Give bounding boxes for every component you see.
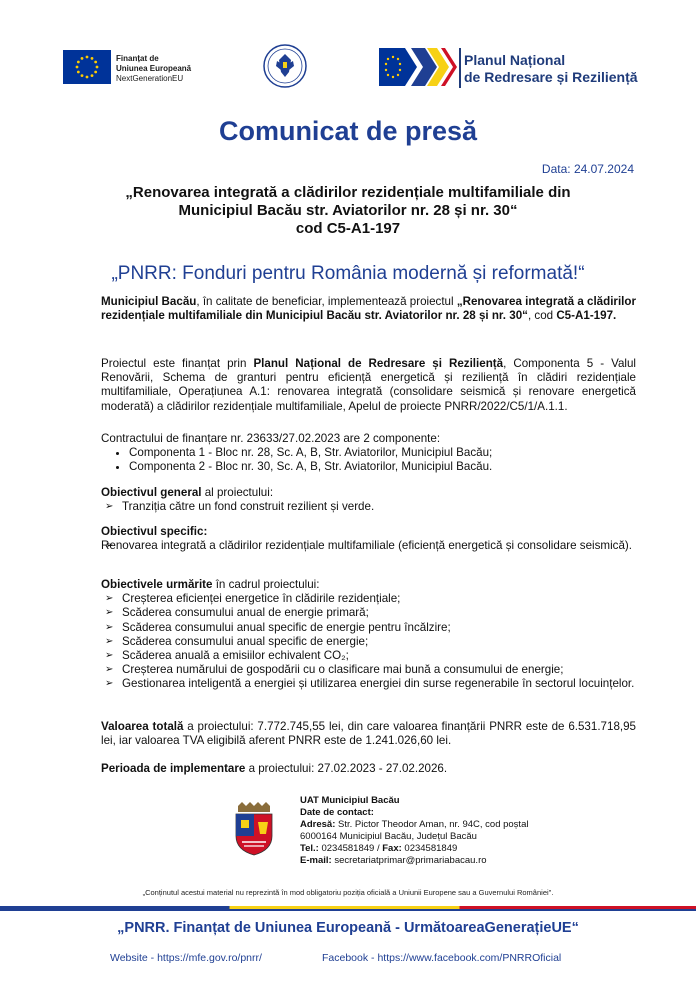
disclaimer: „Conținutul acestui material nu reprezintă în mod obligatoriu poziția oficială a Uniunii Europene sau a Guvernului României". xyxy=(142,888,554,897)
general-objective-rest: al proiectului: xyxy=(201,486,274,499)
p2-text2: , Componenta 5 - Valul Renovării, Schema de granturi pentru eficiență energetică și reziliență în clădiri rezidențiale multifamiliale, Operațiunea A.1: renovarea integrată (consolidare seismică și renovare energetică moderată) a clădirilor rezidențiale multifamiliale, Apelul de proiecte PNRR/2022/C5/1/A.1.1. xyxy=(101,357,636,413)
email-label: E-mail: xyxy=(300,855,332,866)
pnrr-logo-text xyxy=(464,52,638,86)
footer-slogan: „PNRR. Finanțat de Uniunea Europeană - UrmătoareaGenerațieUE“ xyxy=(117,920,579,936)
bacau-coat-of-arms-icon xyxy=(232,800,276,856)
pnrr-slogan: „PNRR: Fonduri pentru România modernă și reformată!“ xyxy=(111,263,585,284)
pnrr-name: Planul Național de Redresare și Reziliență xyxy=(253,357,504,370)
eu-star xyxy=(94,71,97,74)
list-item: ➢ Tranziția către un fond construit rezilient și verde. xyxy=(101,500,636,514)
targets-rest: în cadrul proiectului: xyxy=(212,578,320,591)
eu-star xyxy=(96,66,99,69)
eu-star xyxy=(86,76,89,79)
eu-star xyxy=(91,74,94,77)
period-rest: a proiectului: 27.02.2023 - 27.02.2026. xyxy=(245,762,448,775)
contract-intro: Contractului de finanțare nr. 23633/27.02.2023 are 2 componente: xyxy=(101,432,441,445)
project-title-line2: Municipiul Bacău str. Aviatorilor nr. 28 și nr. 30“ xyxy=(178,202,518,219)
fax-label: Fax: xyxy=(382,843,402,854)
eu-funding-text xyxy=(116,54,191,84)
p2-text1: Proiectul este finanțat prin xyxy=(101,357,254,370)
contact-fax: 0234581849 xyxy=(401,843,458,854)
period-heading: Perioada de implementare xyxy=(101,762,246,775)
eu-star xyxy=(86,56,89,59)
eu-star xyxy=(94,61,97,64)
total-value-paragraph xyxy=(101,720,636,748)
eu-star xyxy=(77,61,80,64)
project-title xyxy=(60,184,636,238)
facebook-link[interactable]: Facebook - https://www.facebook.com/PNRROficial xyxy=(322,952,562,964)
list-item: ➢ Scăderea anuală a emisiilor echivalent CO₂; xyxy=(101,649,636,663)
p1-text2: , cod xyxy=(527,309,557,323)
website-link[interactable]: Website - https://mfe.gov.ro/pnrr/ xyxy=(110,952,262,964)
specific-objective-section xyxy=(101,525,636,553)
eu-star xyxy=(77,71,80,74)
pnrr-divider xyxy=(459,48,461,88)
footer-divider-blue xyxy=(0,909,696,911)
eu-stars-icon xyxy=(63,50,111,84)
list-item: • Componenta 2 - Bloc nr. 30, Sc. A, B, Str. Aviatorilor, Municipiul Bacău. xyxy=(129,460,636,474)
contact-phone: 0234581849 / xyxy=(318,843,383,854)
eu-line3: NextGenerationEU xyxy=(116,74,184,83)
total-value-heading: Valoarea totală xyxy=(101,720,184,733)
list-item: ➢ Scăderea consumului anual de energie primară; xyxy=(101,606,636,620)
page-title: Comunicat de presă xyxy=(218,116,478,146)
targets-list xyxy=(101,592,636,691)
pnrr-logo xyxy=(379,46,457,88)
project-title-line3: cod C5-A1-197 xyxy=(295,220,401,237)
total-value-rest: a proiectului: 7.772.745,55 lei, din care valoarea finanțării PNRR este de 6.531.718,95 lei, iar valoarea TVA eligibilă aferent PNRR este de 1.241.026,60 lei. xyxy=(101,720,637,748)
project-title-line1: „Renovarea integrată a clădirilor rezidențiale multifamiliale din xyxy=(125,184,571,201)
paragraph-financing xyxy=(101,357,636,414)
p1-text1: , în calitate de beneficiar, implementează proiectul xyxy=(196,295,457,308)
general-objective-section xyxy=(101,486,636,514)
general-objective-heading: Obiectivul general xyxy=(101,486,202,499)
contract-components-list xyxy=(101,446,636,474)
contract-section xyxy=(101,432,636,475)
eu-flag-logo xyxy=(63,50,111,84)
list-item: ➢ Scăderea consumului anual specific de energie; xyxy=(101,635,636,649)
address-label: Adresă: xyxy=(300,819,336,830)
eu-star xyxy=(81,74,84,77)
list-item: ➢ Renovarea integrată a clădirilor rezidențiale multifamiliale (eficiență energetică și consolidare seismică). xyxy=(101,539,636,553)
contact-org: UAT Municipiul Bacău xyxy=(300,795,400,806)
targets-heading: Obiectivele urmărite xyxy=(101,578,213,591)
contact-label: Date de contact: xyxy=(300,807,374,818)
eu-line2: Uniunea Europeană xyxy=(116,64,192,73)
paragraph-beneficiary xyxy=(101,295,636,323)
targets-section xyxy=(101,578,636,692)
eu-star xyxy=(76,66,79,69)
specific-objective-list xyxy=(101,539,636,553)
contact-email: secretariatprimar@primariabacau.ro xyxy=(331,855,487,866)
list-item: • Componenta 1 - Bloc nr. 28, Sc. A, B, Str. Aviatorilor, Municipiul Bacău; xyxy=(129,446,636,460)
press-date: Data: 24.07.2024 xyxy=(541,162,634,176)
list-item: ➢ Scăderea consumului anual specific de energie pentru încălzire; xyxy=(101,621,636,635)
phone-label: Tel.: xyxy=(300,843,319,854)
specific-objective-heading: Obiectivul specific: xyxy=(101,525,208,538)
project-code: C5-A1-197. xyxy=(556,309,617,323)
implementation-period-paragraph xyxy=(101,762,636,776)
list-item: ➢ Creșterea eficienței energetice în clădirile rezidențiale; xyxy=(101,592,636,606)
list-item: ➢ Creșterea numărului de gospodării cu o clasificare mai bună a consumului de energie; xyxy=(101,663,636,677)
eu-line1: Finanțat de xyxy=(116,54,159,63)
pnrr-line2: de Redresare și Reziliență xyxy=(464,69,638,85)
contact-address: Str. Pictor Theodor Aman, nr. 94C, cod poștal xyxy=(335,819,529,830)
government-seal-logo xyxy=(263,44,307,88)
contact-address2: 6000164 Municipiul Bacău, Județul Bacău xyxy=(300,831,477,842)
contact-block xyxy=(300,795,528,867)
eu-star xyxy=(91,57,94,60)
pnrr-line1: Planul Național xyxy=(464,52,566,68)
general-objective-list xyxy=(101,500,636,514)
project-name: „Renovarea integrată a clădirilor rezidențiale multifamiliale din Municipiul Bacău str. Aviatorilor nr. 28 și nr. 30“ xyxy=(101,295,636,323)
eu-star xyxy=(81,57,84,60)
list-item: ➢ Gestionarea inteligentă a energiei și utilizarea energiei din surse regenerabile în sectorul locuințelor. xyxy=(101,677,636,691)
beneficiary-name: Municipiul Bacău xyxy=(101,295,197,308)
